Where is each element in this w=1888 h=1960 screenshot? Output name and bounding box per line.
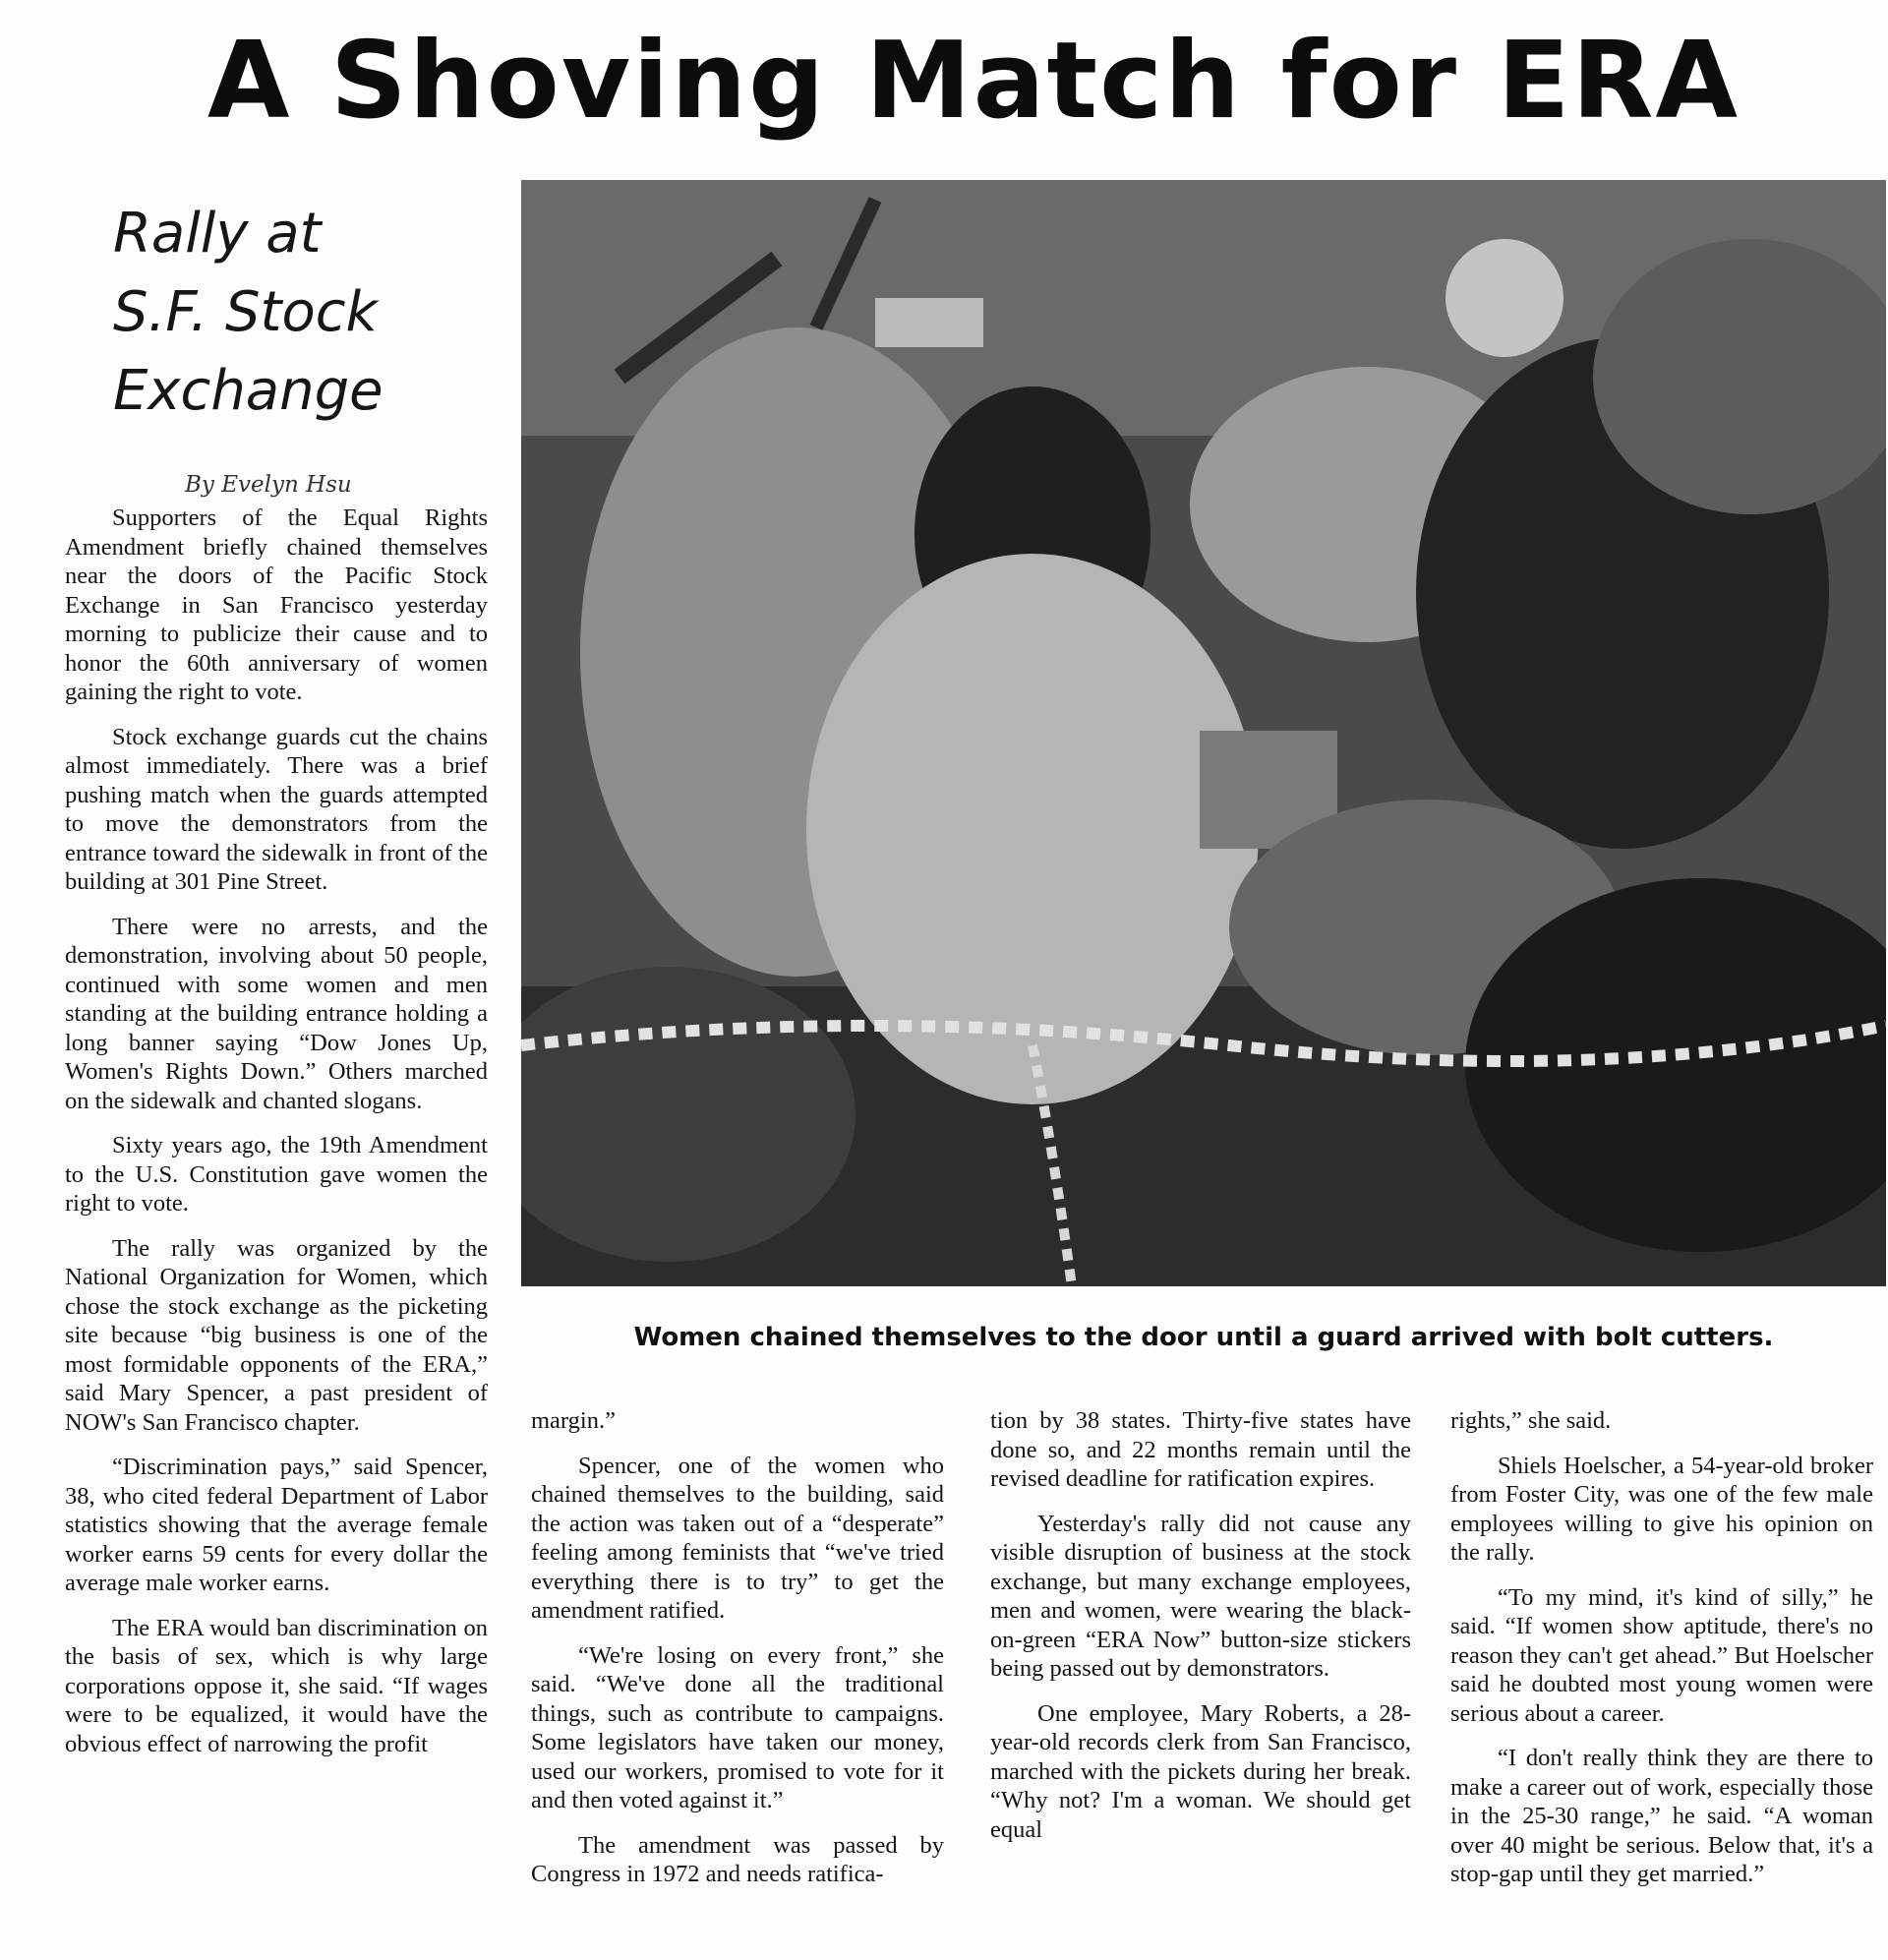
- article-paragraph: Yesterday's rally did not cause any visible disruption of business at the stock exchange, but many exchange employees, men and women, were wearing the black-on-green “ERA Now” button-size stickers being passed out by demonstrators.: [990, 1510, 1411, 1682]
- article-paragraph: Supporters of the Equal Rights Amendment briefly chained themselves near the doors of the Pacific Stock Exchange in San Francisco yesterday morning to publicize their cause and to honor the 60th anniversary of women gaining the right to vote.: [65, 505, 488, 705]
- kicker-line: S.F. Stock: [113, 280, 378, 344]
- protest-photo-icon: [521, 180, 1886, 1286]
- photo-caption: Women chained themselves to the door until a guard arrived with bolt cutters.: [633, 1323, 1774, 1352]
- article-paragraph: Stock exchange guards cut the chains almost immediately. There was a brief pushing match when the guards attempted to move the demonstrators from the entrance toward the sidewalk in front of the building at 301 Pine Street.: [65, 723, 488, 895]
- article-paragraph: Shiels Hoelscher, a 54-year-old broker from Foster City, was one of the few male employees willing to give his opinion on the rally.: [1450, 1452, 1873, 1566]
- article-column-4: [1450, 1406, 1873, 1905]
- byline: By Evelyn Hsu: [185, 472, 352, 498]
- article-paragraph: The rally was organized by the National Organization for Women, which chose the stock exchange as the picketing site because “big business is one of the most formidable opponents of the ERA,” said Mary Spencer, a past president of NOW's San Francisco chapter.: [65, 1234, 488, 1436]
- article-paragraph: Sixty years ago, the 19th Amendment to the U.S. Constitution gave women the right to vote.: [65, 1132, 488, 1217]
- headline: A Shoving Match for ERA: [206, 20, 1740, 143]
- article-paragraph: tion by 38 states. Thirty-five states have done so, and 22 months remain until the revised deadline for ratification expires.: [990, 1407, 1411, 1492]
- kicker-line: Rally at: [113, 202, 322, 266]
- article-paragraph: The ERA would ban discrimination on the basis of sex, which is why large corporations oppose it, she said. “If wages were to be equalized, it would have the obvious effect of narrowing the profit: [65, 1614, 488, 1757]
- article-column-1: [65, 504, 488, 1774]
- article-paragraph: “We're losing on every front,” she said. “We've done all the traditional things, such as contribute to campaigns. Some legislators have taken our money, used our workers, promised to vote for it and then voted against it.”: [531, 1641, 944, 1813]
- protest-photo: [521, 180, 1886, 1286]
- article-paragraph: Spencer, one of the women who chained themselves to the building, said the action was taken out of a “desperate” feeling among feminists that “we've tried everything there is to try” to get the amendment ratified.: [531, 1452, 944, 1624]
- article-paragraph: The amendment was passed by Congress in 1972 and needs ratifica-: [531, 1831, 944, 1887]
- kicker-line: Exchange: [113, 359, 384, 423]
- article-paragraph: “Discrimination pays,” said Spencer, 38, who cited federal Department of Labor statistics showing that the average female worker earns 59 cents for every dollar the average male worker earns.: [65, 1454, 488, 1596]
- article-paragraph: One employee, Mary Roberts, a 28-year-old records clerk from San Francisco, marched with the pickets during her break. “Why not? I'm a woman. We should get equal: [990, 1699, 1411, 1843]
- article-column-2: [531, 1406, 944, 1905]
- article-paragraph: “I don't really think they are there to make a career out of work, especially those in the 25-30 range,” he said. “A woman over 40 might be serious. Below that, it's a stop-gap until they get married.”: [1450, 1745, 1873, 1887]
- article-paragraph: margin.”: [531, 1407, 616, 1434]
- kicker-subhead: [113, 195, 467, 431]
- article-paragraph: There were no arrests, and the demonstration, involving about 50 people, continued with some women and men standing at the building entrance holding a long banner saying “Dow Jones Up, Women's Rights Down.” Others marched on the sidewalk and chanted slogans.: [65, 913, 488, 1114]
- article-paragraph: “To my mind, it's kind of silly,” he said. “If women show aptitude, there's no reason they can't get ahead.” But Hoelscher said he doubted most young women were serious about a career.: [1450, 1583, 1873, 1727]
- article-paragraph: rights,” she said.: [1450, 1407, 1612, 1434]
- article-column-3: [990, 1406, 1411, 1860]
